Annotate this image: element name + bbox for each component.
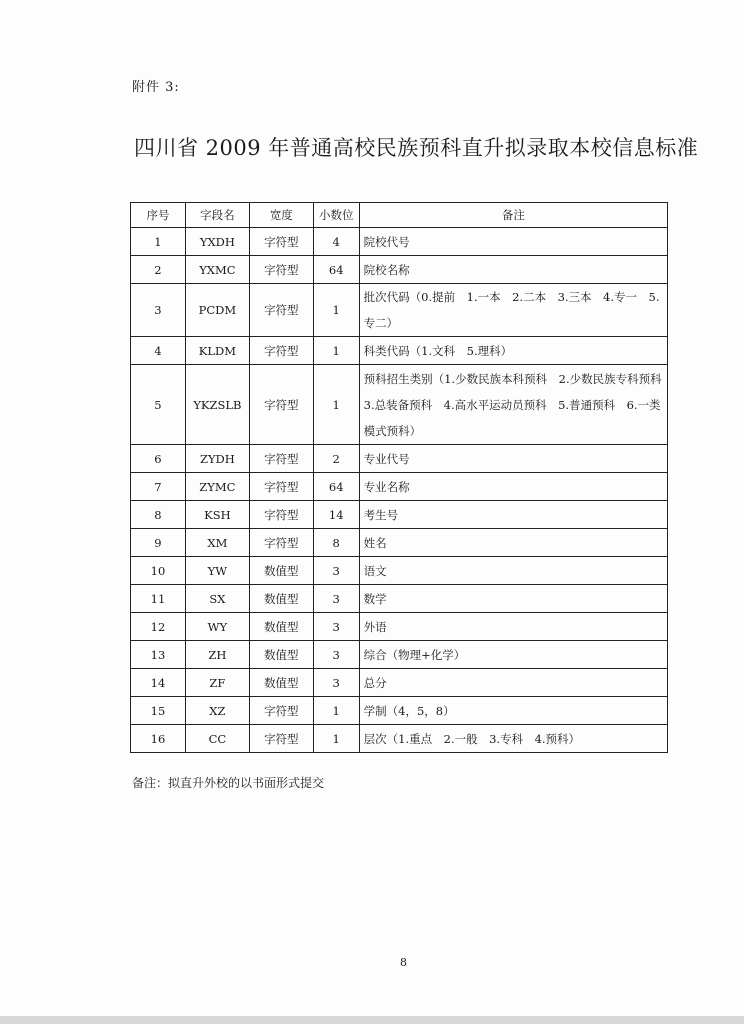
- cell-seq: 12: [131, 613, 186, 641]
- cell-type: 字符型: [249, 256, 313, 284]
- cell-seq: 5: [131, 365, 186, 445]
- cell-note: 院校代号: [359, 228, 667, 256]
- cell-seq: 13: [131, 641, 186, 669]
- footnote: 备注：拟直升外校的以书面形式提交: [132, 776, 325, 790]
- cell-type: 数值型: [249, 585, 313, 613]
- cell-note: 预科招生类别（1.少数民族本科预科 2.少数民族专科预科 3.总装备预科 4.高水平运动员预科 5.普通预科 6.一类模式预科）: [359, 365, 667, 445]
- table-row: [131, 284, 668, 337]
- cell-field-name: ZH: [185, 641, 249, 669]
- header-seq: 序号: [131, 203, 186, 228]
- cell-field-name: XZ: [185, 697, 249, 725]
- cell-note: 批次代码（0.提前 1.一本 2.二本 3.三本 4.专一 5.专二）: [359, 284, 667, 337]
- document-title: 四川省 2009 年普通高校民族预科直升拟录取本校信息标准: [134, 136, 699, 160]
- cell-note: 语文: [359, 557, 667, 585]
- header-width: 宽度: [249, 203, 313, 228]
- cell-width: 8: [313, 529, 359, 557]
- cell-note: 数学: [359, 585, 667, 613]
- table-row: [131, 228, 668, 256]
- table-row: [131, 557, 668, 585]
- cell-note: 外语: [359, 613, 667, 641]
- header-remarks: 备注: [359, 203, 667, 228]
- cell-width: 4: [313, 228, 359, 256]
- cell-type: 字符型: [249, 725, 313, 753]
- cell-width: 1: [313, 365, 359, 445]
- cell-field-name: KSH: [185, 501, 249, 529]
- cell-type: 字符型: [249, 284, 313, 337]
- cell-type: 数值型: [249, 613, 313, 641]
- cell-note: 专业代号: [359, 445, 667, 473]
- table-row: [131, 529, 668, 557]
- table-row: [131, 585, 668, 613]
- cell-note: 科类代码（1.文科 5.理科）: [359, 337, 667, 365]
- cell-seq: 6: [131, 445, 186, 473]
- cell-field-name: YKZSLB: [185, 365, 249, 445]
- table-row: [131, 697, 668, 725]
- cell-width: 1: [313, 725, 359, 753]
- cell-note: 考生号: [359, 501, 667, 529]
- cell-field-name: YW: [185, 557, 249, 585]
- cell-type: 字符型: [249, 529, 313, 557]
- header-field-name: 字段名: [185, 203, 249, 228]
- cell-seq: 7: [131, 473, 186, 501]
- cell-seq: 10: [131, 557, 186, 585]
- table-row: [131, 337, 668, 365]
- attachment-label: 附件 3:: [132, 80, 180, 95]
- cell-note: 姓名: [359, 529, 667, 557]
- page-number: 8: [400, 956, 407, 969]
- cell-type: 字符型: [249, 501, 313, 529]
- cell-type: 数值型: [249, 669, 313, 697]
- cell-seq: 2: [131, 256, 186, 284]
- table-header-row: [131, 203, 668, 228]
- cell-field-name: PCDM: [185, 284, 249, 337]
- cell-seq: 16: [131, 725, 186, 753]
- cell-field-name: ZYMC: [185, 473, 249, 501]
- cell-width: 1: [313, 284, 359, 337]
- cell-field-name: YXDH: [185, 228, 249, 256]
- cell-seq: 4: [131, 337, 186, 365]
- cell-width: 3: [313, 613, 359, 641]
- cell-note: 综合（物理+化学）: [359, 641, 667, 669]
- cell-width: 2: [313, 445, 359, 473]
- cell-width: 3: [313, 585, 359, 613]
- cell-type: 数值型: [249, 641, 313, 669]
- cell-width: 14: [313, 501, 359, 529]
- cell-type: 字符型: [249, 445, 313, 473]
- cell-type: 字符型: [249, 473, 313, 501]
- cell-note: 院校名称: [359, 256, 667, 284]
- cell-field-name: CC: [185, 725, 249, 753]
- cell-field-name: SX: [185, 585, 249, 613]
- header-decimals: 小数位: [313, 203, 359, 228]
- cell-width: 3: [313, 557, 359, 585]
- cell-note: 专业名称: [359, 473, 667, 501]
- table-row: [131, 613, 668, 641]
- cell-seq: 11: [131, 585, 186, 613]
- cell-field-name: KLDM: [185, 337, 249, 365]
- cell-note: 层次（1.重点 2.一般 3.专科 4.预科）: [359, 725, 667, 753]
- cell-type: 字符型: [249, 228, 313, 256]
- cell-field-name: ZF: [185, 669, 249, 697]
- cell-type: 字符型: [249, 697, 313, 725]
- cell-seq: 15: [131, 697, 186, 725]
- cell-note: 总分: [359, 669, 667, 697]
- cell-seq: 9: [131, 529, 186, 557]
- table-row: [131, 256, 668, 284]
- scan-edge: [0, 1016, 744, 1024]
- cell-width: 3: [313, 669, 359, 697]
- table-row: [131, 365, 668, 445]
- cell-note: 学制（4，5，8）: [359, 697, 667, 725]
- table-row: [131, 669, 668, 697]
- cell-type: 数值型: [249, 557, 313, 585]
- cell-width: 1: [313, 697, 359, 725]
- table-row: [131, 473, 668, 501]
- cell-type: 字符型: [249, 365, 313, 445]
- cell-field-name: YXMC: [185, 256, 249, 284]
- table-row: [131, 445, 668, 473]
- cell-seq: 8: [131, 501, 186, 529]
- field-spec-table: [130, 202, 674, 753]
- table-row: [131, 501, 668, 529]
- table-row: [131, 641, 668, 669]
- cell-width: 64: [313, 256, 359, 284]
- cell-seq: 3: [131, 284, 186, 337]
- cell-field-name: ZYDH: [185, 445, 249, 473]
- table-row: [131, 725, 668, 753]
- cell-width: 1: [313, 337, 359, 365]
- cell-width: 64: [313, 473, 359, 501]
- cell-field-name: XM: [185, 529, 249, 557]
- cell-width: 3: [313, 641, 359, 669]
- cell-seq: 14: [131, 669, 186, 697]
- cell-type: 字符型: [249, 337, 313, 365]
- cell-field-name: WY: [185, 613, 249, 641]
- table-body: [131, 228, 674, 753]
- cell-seq: 1: [131, 228, 186, 256]
